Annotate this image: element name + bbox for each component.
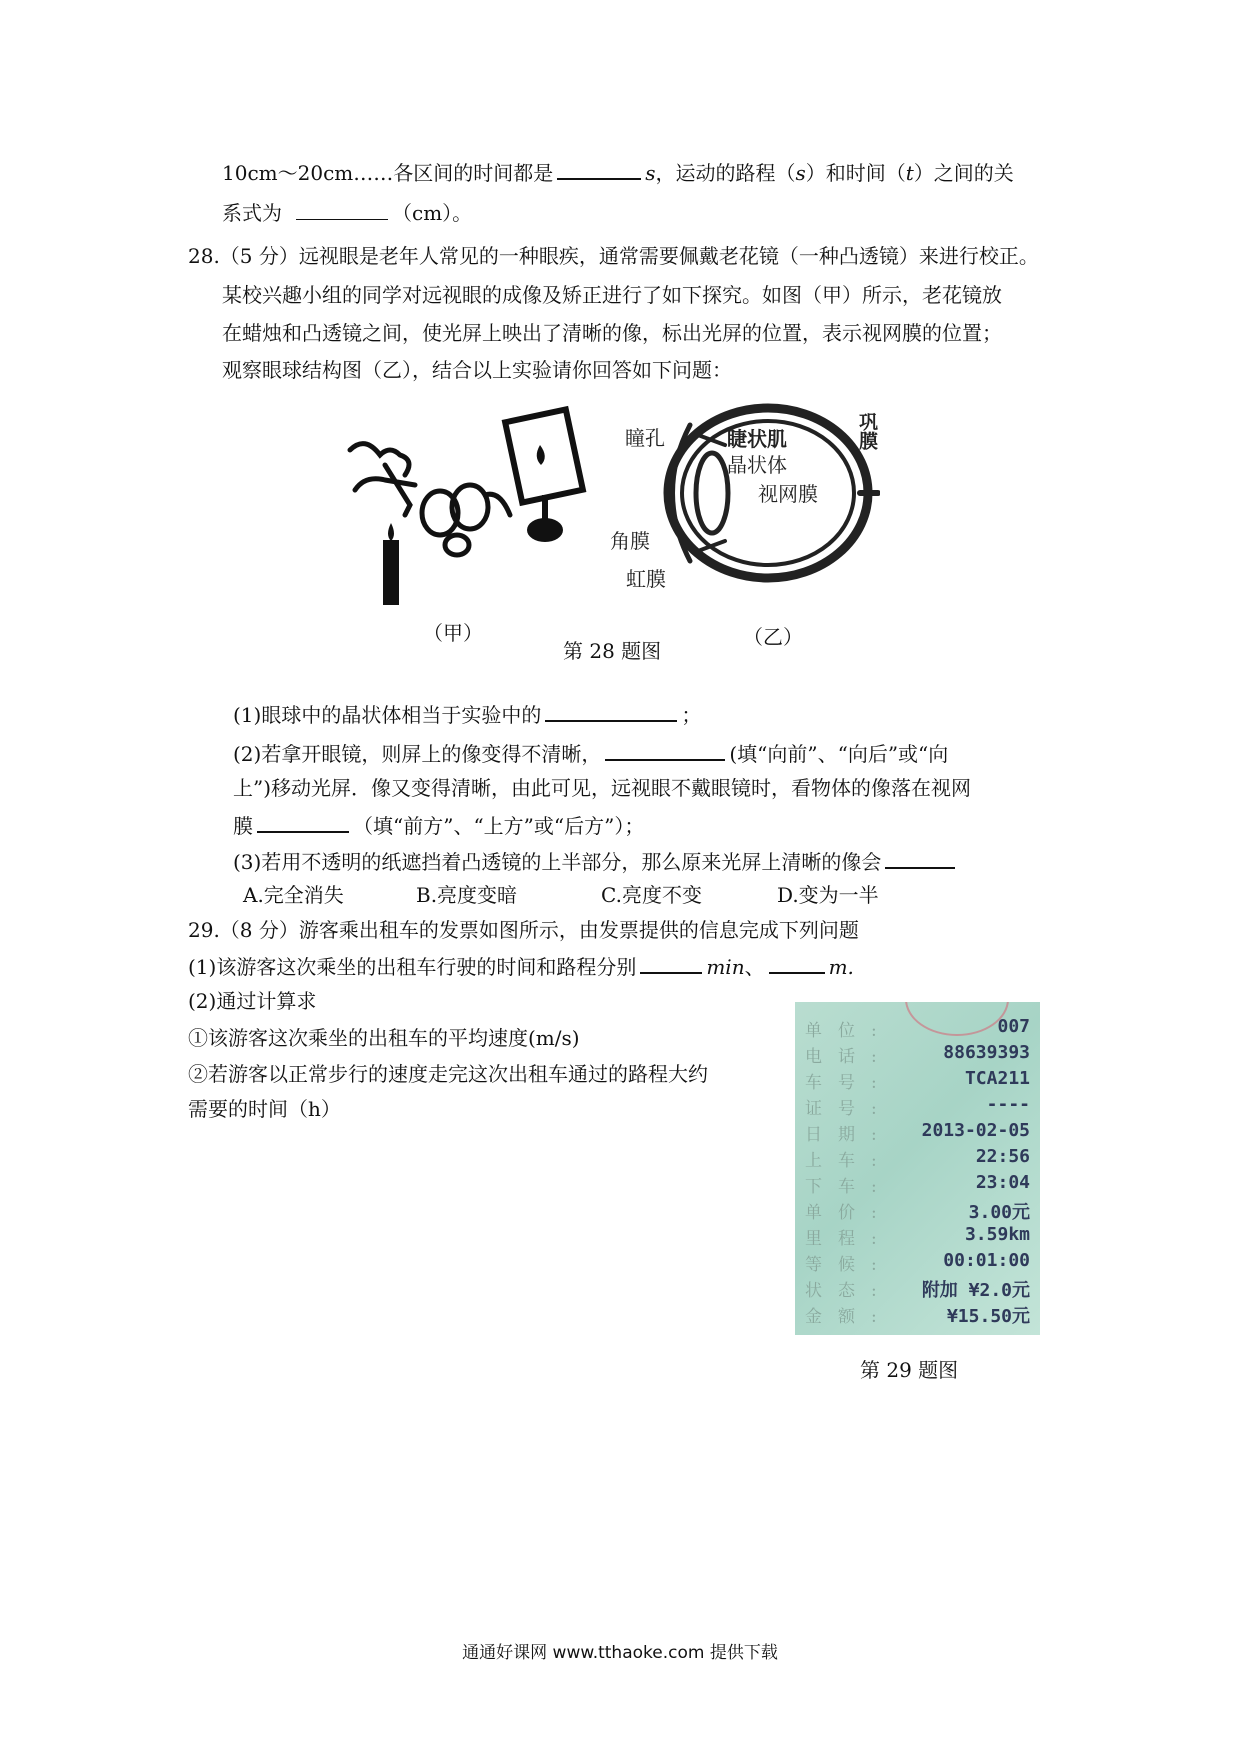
receipt-row: [795, 1198, 1040, 1224]
receipt-row: [795, 1146, 1040, 1172]
receipt-row: [795, 1016, 1040, 1042]
q29-sub2: (2)通过计算求: [188, 989, 317, 1013]
q28-sub2-cont: [233, 811, 644, 839]
receipt-row: [795, 1120, 1040, 1146]
receipt-row: [795, 1276, 1040, 1302]
q28-sub2-text: (填“向前”、“向后”或“向: [729, 742, 949, 766]
q29-sub2-2-cont: 需要的时间（h）: [188, 1097, 341, 1121]
q28-sub2-text: （填“前方”、“上方”或“后方”）；: [353, 814, 645, 838]
receipt-label: 车号:: [805, 1073, 893, 1093]
option-c: C.亮度不变: [601, 883, 702, 907]
eye-label-iris: 虹膜: [626, 567, 666, 591]
q28-options: [243, 882, 879, 908]
q28-sub1: [233, 700, 701, 728]
q28-sub1-text: (1)眼球中的晶状体相当于实验中的: [233, 703, 542, 727]
receipt-label: 里程:: [805, 1229, 893, 1249]
receipt-row: [795, 1302, 1040, 1328]
q27-blank-relation: [296, 199, 388, 220]
q27-var-t: t: [905, 161, 914, 185]
fig-caption-29: 第 29 题图: [860, 1358, 959, 1382]
q28-intro: 观察眼球结构图（乙），结合以上实验请你回答如下问题：: [222, 358, 732, 382]
receipt-label: 下车:: [805, 1177, 893, 1197]
receipt-value: 附加 ¥2.0元: [921, 1280, 1030, 1301]
receipt-label: 日期:: [805, 1125, 893, 1145]
q27-text: （cm）。: [392, 201, 473, 225]
receipt-label: 状态:: [805, 1281, 893, 1301]
q28-blank-1: [545, 700, 677, 722]
experiment-figure: [345, 395, 590, 620]
fig-caption-28: 第 28 题图: [563, 639, 662, 663]
receipt-value: 22:56: [975, 1146, 1030, 1167]
eye-label-ciliary: 睫状肌: [727, 427, 787, 451]
receipt-value: 23:04: [975, 1172, 1030, 1193]
q28-sub2-text: 膜: [233, 814, 253, 838]
receipt-row: [795, 1094, 1040, 1120]
q29-unit-min: min: [706, 955, 745, 979]
q27-text: ）和时间（: [805, 161, 906, 185]
q27-blank-time: [557, 158, 641, 180]
receipt-label: 单位:: [805, 1021, 893, 1041]
receipt-row: [795, 1224, 1040, 1250]
receipt-label: 单价:: [805, 1203, 893, 1223]
q28-intro: 28.（5 分）远视眼是老年人常见的一种眼疾，通常需要佩戴老花镜（一种凸透镜）来进行校正。: [188, 244, 1039, 268]
q28-sub2: [233, 739, 948, 767]
receipt-value: 00:01:00: [943, 1250, 1030, 1271]
q27-unit: s: [645, 161, 656, 185]
receipt-label: 电话:: [805, 1047, 893, 1067]
taxi-receipt: [795, 1002, 1040, 1335]
q29-sub1: [188, 952, 854, 980]
fig-label-right: （乙）: [743, 625, 803, 649]
page-footer: 通通好课网 www.tthaoke.com 提供下载: [462, 1643, 778, 1663]
receipt-value: 007: [997, 1016, 1030, 1037]
receipt-label: 上车:: [805, 1151, 893, 1171]
q29-intro: 29.（8 分）游客乘出租车的发票如图所示，由发票提供的信息完成下列问题: [188, 918, 859, 942]
q28-blank-2: [605, 739, 725, 761]
option-b: B.亮度变暗: [416, 883, 518, 907]
q29-unit-m: m.: [828, 955, 854, 979]
receipt-label: 金额:: [805, 1307, 893, 1327]
option-d: D.变为一半: [777, 883, 879, 907]
fig-label-left: （甲）: [423, 621, 483, 645]
receipt-row: [795, 1250, 1040, 1276]
q27-text: ）之间的关: [913, 161, 1014, 185]
q29-sub2-2: ②若游客以正常步行的速度走完这次出租车通过的路程大约: [188, 1062, 708, 1086]
receipt-value: 88639393: [943, 1042, 1030, 1063]
q29-sep: 、: [744, 955, 765, 979]
receipt-label: 证号:: [805, 1099, 893, 1119]
q28-intro: 在蜡烛和凸透镜之间，使光屏上映出了清晰的像，标出光屏的位置，表示视网膜的位置；: [222, 321, 1002, 345]
option-a: A.完全消失: [243, 883, 344, 907]
q27-var-s: s: [795, 161, 806, 185]
receipt-value: TCA211: [964, 1068, 1030, 1089]
q28-sub2-cont: 上”)移动光屏．像又变得清晰，由此可见，远视眼不戴眼镜时，看物体的像落在视网: [233, 776, 972, 800]
receipt-row: [795, 1042, 1040, 1068]
q28-sub1-end: ；: [681, 703, 702, 727]
eye-label-lens: 晶状体: [727, 453, 787, 477]
receipt-value: 3.00元: [968, 1202, 1030, 1223]
q27-text: ，运动的路程（: [655, 161, 796, 185]
receipt-value: ¥15.50元: [946, 1306, 1030, 1327]
receipt-label: 等候:: [805, 1255, 893, 1275]
q27-line1: [222, 158, 1014, 186]
q27-text: 系式为: [222, 201, 282, 225]
q29-sub1-text: (1)该游客这次乘坐的出租车行驶的时间和路程分别: [188, 955, 637, 979]
receipt-row: [795, 1068, 1040, 1094]
eye-label-sclera: 巩膜: [856, 412, 878, 450]
receipt-row: [795, 1172, 1040, 1198]
q27-line2: [222, 199, 472, 226]
q27-text: 10cm～20cm……各区间的时间都是: [222, 161, 554, 185]
q28-sub2-text: (2)若拿开眼镜，则屏上的像变得不清晰，: [233, 742, 602, 766]
receipt-value: ----: [986, 1094, 1030, 1115]
q28-blank-4: [885, 847, 955, 869]
receipt-value: 3.59km: [964, 1224, 1030, 1245]
receipt-value: 2013-02-05: [921, 1120, 1030, 1141]
q28-blank-3: [257, 811, 349, 833]
q29-sub2-1: ①该游客这次乘坐的出租车的平均速度(m/s): [188, 1026, 580, 1050]
q28-sub3: [233, 847, 959, 875]
q29-blank-distance: [769, 952, 825, 974]
q29-blank-time: [640, 952, 702, 974]
q28-intro: 某校兴趣小组的同学对远视眼的成像及矫正进行了如下探究。如图（甲）所示，老花镜放: [222, 283, 1002, 307]
q28-sub3-text: (3)若用不透明的纸遮挡着凸透镜的上半部分，那么原来光屏上清晰的像会: [233, 850, 882, 874]
eye-label-cornea: 角膜: [610, 529, 650, 553]
eye-label-pupil: 瞳孔: [625, 426, 665, 450]
eye-label-retina: 视网膜: [758, 482, 818, 506]
